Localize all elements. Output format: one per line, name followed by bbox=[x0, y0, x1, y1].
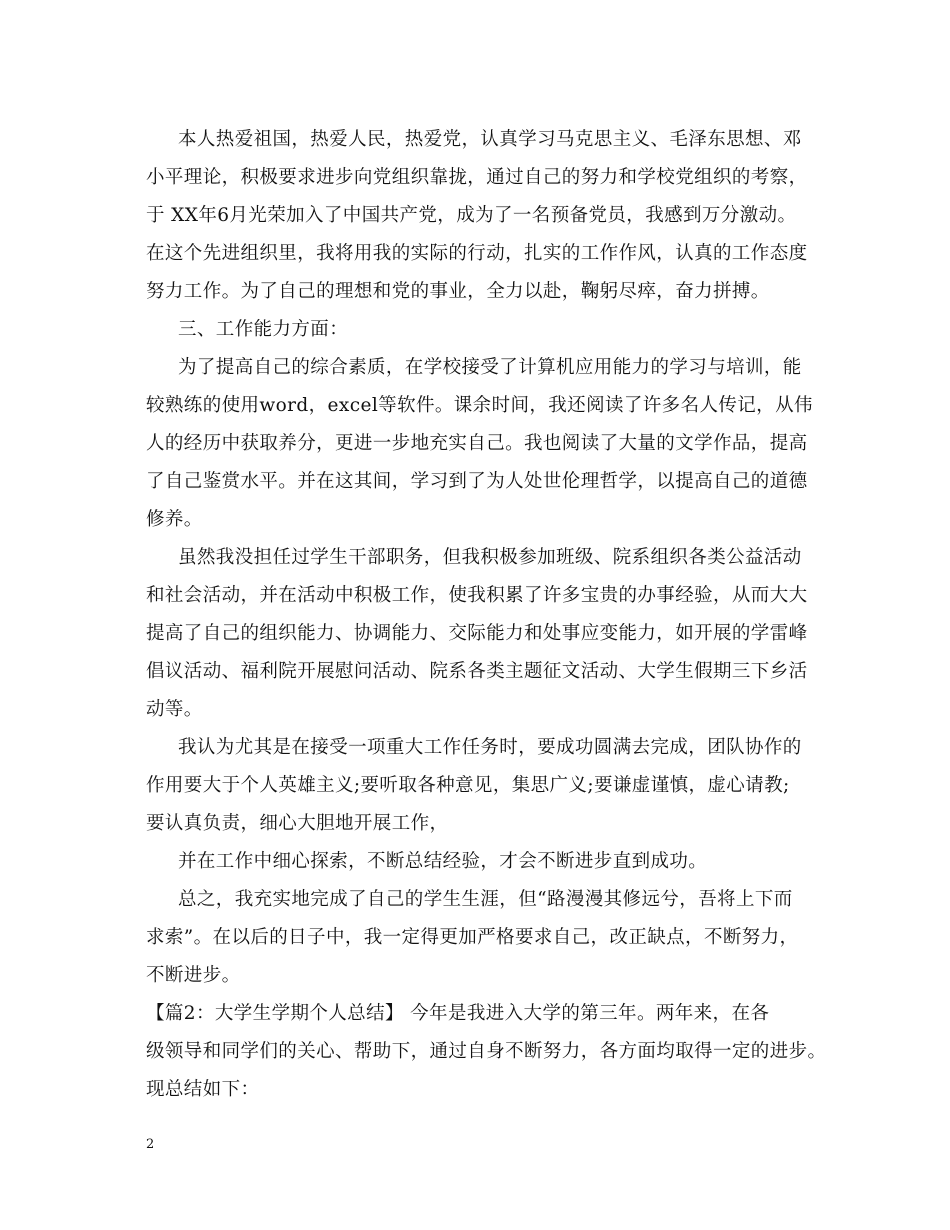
text-line: 并在工作中细心探索，不断总结经验，才会不断进步直到成功。 bbox=[178, 851, 708, 872]
text-line: 虽然我没担任过学生干部职务，但我积极参加班级、院系组织各类公益活动 bbox=[178, 547, 802, 568]
text-line: 努力工作。为了自己的理想和党的事业，全力以赴，鞠躬尽瘁，奋力拼搏。 bbox=[146, 281, 770, 302]
text-line: 倡议活动、福利院开展慰问活动、院系各类主题征文活动、大学生假期三下乡活 bbox=[146, 661, 808, 682]
section-heading: 三、工作能力方面： bbox=[178, 319, 349, 340]
text-line: 要认真负责，细心大胆地开展工作， bbox=[146, 813, 449, 834]
text-line: 小平理论，积极要求进步向党组织靠拢，通过自己的努力和学校党组织的考察， bbox=[146, 167, 808, 188]
text-line: 本人热爱祖国，热爱人民，热爱党，认真学习马克思主义、毛泽东思想、邓 bbox=[178, 129, 802, 150]
text-line: 动等。 bbox=[146, 699, 203, 720]
text-line: 为了提高自己的综合素质，在学校接受了计算机应用能力的学习与培训，能 bbox=[178, 357, 802, 378]
text-line: 了自己鉴赏水平。并在这其间，学习到了为人处世伦理哲学，以提高自己的道德 bbox=[146, 471, 808, 492]
text-line: 级领导和同学们的关心、帮助下，通过自身不断努力，各方面均取得一定的进步。 bbox=[146, 1041, 827, 1062]
text-line: 不断进步。 bbox=[146, 965, 241, 986]
page-number: 2 bbox=[146, 1137, 155, 1152]
article-heading-line: 【篇2：大学生学期个人总结】 今年是我进入大学的第三年。两年来，在各 bbox=[146, 1003, 770, 1024]
text-line: 作用要大于个人英雄主义;要听取各种意见，集思广义;要谦虚谨慎，虚心请教; bbox=[146, 775, 790, 796]
text-line: 总之，我充实地完成了自己的学生生涯，但“路漫漫其修远兮，吾将上下而 bbox=[178, 889, 793, 910]
text-line: 和社会活动，并在活动中积极工作，使我积累了许多宝贵的办事经验，从而大大 bbox=[146, 585, 808, 606]
text-line: 现总结如下： bbox=[146, 1079, 260, 1100]
text-line: 人的经历中获取养分，更进一步地充实自己。我也阅读了大量的文学作品，提高 bbox=[146, 433, 808, 454]
text-line: 求索”。在以后的日子中，我一定得更加严格要求自己，改正缺点，不断努力， bbox=[146, 927, 799, 948]
text-line: 于 XX年6月光荣加入了中国共产党，成为了一名预备党员，我感到万分激动。 bbox=[146, 205, 797, 226]
text-line: 我认为尤其是在接受一项重大工作任务时，要成功圆满去完成，团队协作的 bbox=[178, 737, 802, 758]
text-line: 较熟练的使用word，excel等软件。课余时间，我还阅读了许多名人传记，从伟 bbox=[146, 395, 813, 416]
text-line: 修养。 bbox=[146, 509, 203, 530]
text-line: 在这个先进组织里，我将用我的实际的行动，扎实的工作作风，认真的工作态度 bbox=[146, 243, 808, 264]
text-line: 提高了自己的组织能力、协调能力、交际能力和处事应变能力，如开展的学雷峰 bbox=[146, 623, 808, 644]
